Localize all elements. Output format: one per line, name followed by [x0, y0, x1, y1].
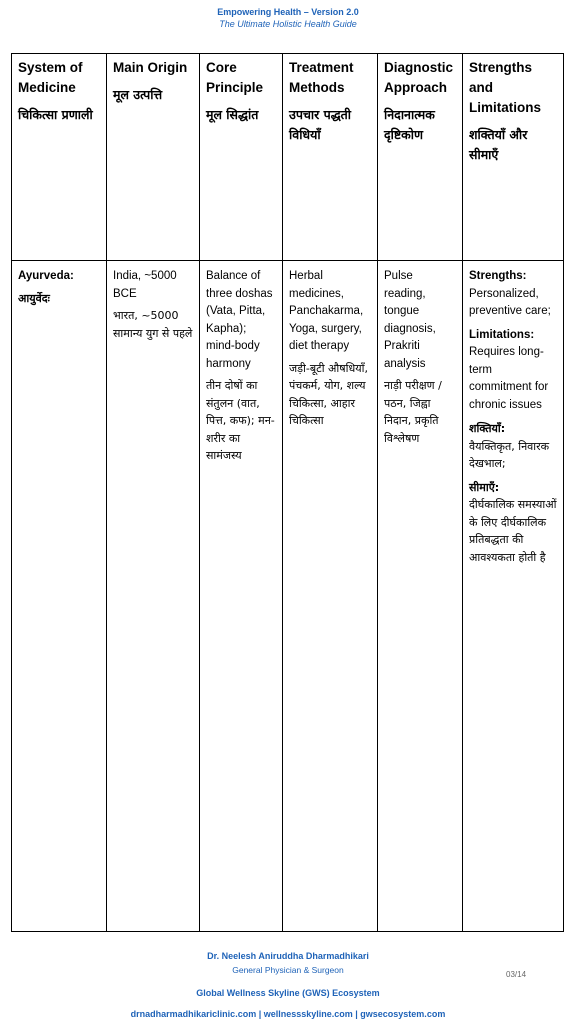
principle-en: Balance of three doshas (Vata, Pitta, Kapha); mind-body harmony	[206, 270, 273, 370]
ecosystem-name: Global Wellness Skyline (GWS) Ecosystem	[196, 988, 380, 998]
strengths-label: Strengths:	[469, 270, 527, 282]
cell-origin	[107, 261, 200, 932]
header-strengths-hi: शक्तियाँ और सीमाएँ	[469, 127, 528, 162]
cell-treatment	[283, 261, 378, 932]
diagnostic-en: Pulse reading, tongue diagnosis, Prakriti analysis	[384, 270, 436, 370]
limitations-text-hi: दीर्घकालिक समस्याओं के लिए दीर्घकालिक प्रतिबद्धता की आवश्यकता होती है	[469, 498, 557, 564]
treatment-hi: जड़ी-बूटी औषधियाँ, पंचकर्म, योग, शल्य चिकित्सा, आहार चिकित्सा	[289, 361, 368, 427]
header-cell-principle	[200, 54, 283, 261]
header-title: Empowering Health – Version 2.0	[217, 7, 359, 17]
page-number: 03/14	[506, 970, 527, 979]
origin-hi: भारत, ~5000 सामान्य युग से पहले	[113, 309, 193, 340]
header-cell-strengths	[463, 54, 564, 261]
treatment-en: Herbal medicines, Panchakarma, Yoga, surgery, diet therapy	[289, 270, 364, 352]
cell-diagnostic	[378, 261, 463, 932]
strengths-label-hi: शक्तियाँ:	[469, 422, 506, 435]
cell-system	[12, 261, 107, 932]
header-cell-system	[12, 54, 107, 261]
cell-strengths	[463, 261, 564, 932]
cell-principle	[200, 261, 283, 932]
header-treatment-en: Treatment Methods	[289, 60, 354, 95]
header-principle-hi: मूल सिद्धांत	[206, 107, 259, 122]
table-header-row	[12, 54, 564, 261]
diagnostic-hi: नाड़ी परीक्षण / पठन, जिह्वा निदान, प्रकृति विश्लेषण	[384, 379, 442, 445]
author-name: Dr. Neelesh Aniruddha Dharmadhikari	[207, 951, 369, 961]
header-strengths-en: Strengths and Limitations	[469, 60, 542, 115]
header-diagnostic-hi: निदानात्मक दृष्टिकोण	[384, 107, 435, 142]
page-header	[0, 6, 576, 30]
system-name-hi: आयुर्वेदः	[18, 291, 50, 305]
header-treatment-hi: उपचार पद्धती विधियाँ	[289, 107, 352, 142]
system-name-en: Ayurveda:	[18, 270, 74, 282]
limitations-text: Requires long-term commitment for chronic issues	[469, 346, 549, 411]
strengths-text-hi: वैयक्तिकृत, निवारक देखभाल;	[469, 439, 550, 470]
header-cell-origin	[107, 54, 200, 261]
header-diagnostic-en: Diagnostic Approach	[384, 60, 454, 95]
table-row	[12, 261, 564, 932]
header-origin-hi: मूल उत्पत्ति	[113, 87, 163, 102]
header-origin-en: Main Origin	[113, 60, 188, 75]
header-cell-diagnostic	[378, 54, 463, 261]
limitations-label: Limitations:	[469, 328, 535, 341]
medicine-systems-table	[11, 53, 564, 932]
limitations-label-hi: सीमाएँ:	[469, 480, 500, 494]
header-cell-treatment	[283, 54, 378, 261]
principle-hi: तीन दोषों का संतुलन (वात, पित्त, कफ); मन-शरीर का सामंजस्य	[206, 379, 275, 462]
header-principle-en: Core Principle	[206, 60, 264, 95]
strengths-text: Personalized, preventive care;	[469, 287, 551, 317]
origin-en: India, ~5000 BCE	[113, 270, 177, 300]
footer-links[interactable]: drnadharmadhikariclinic.com | wellnessskyline.com | gwsecosystem.com	[130, 1009, 446, 1019]
author-role: General Physician & Surgeon	[232, 965, 344, 975]
header-system-hi: चिकित्सा प्रणाली	[18, 107, 93, 122]
header-subtitle: The Ultimate Holistic Health Guide	[219, 19, 357, 29]
header-system-en: System of Medicine	[18, 60, 83, 95]
